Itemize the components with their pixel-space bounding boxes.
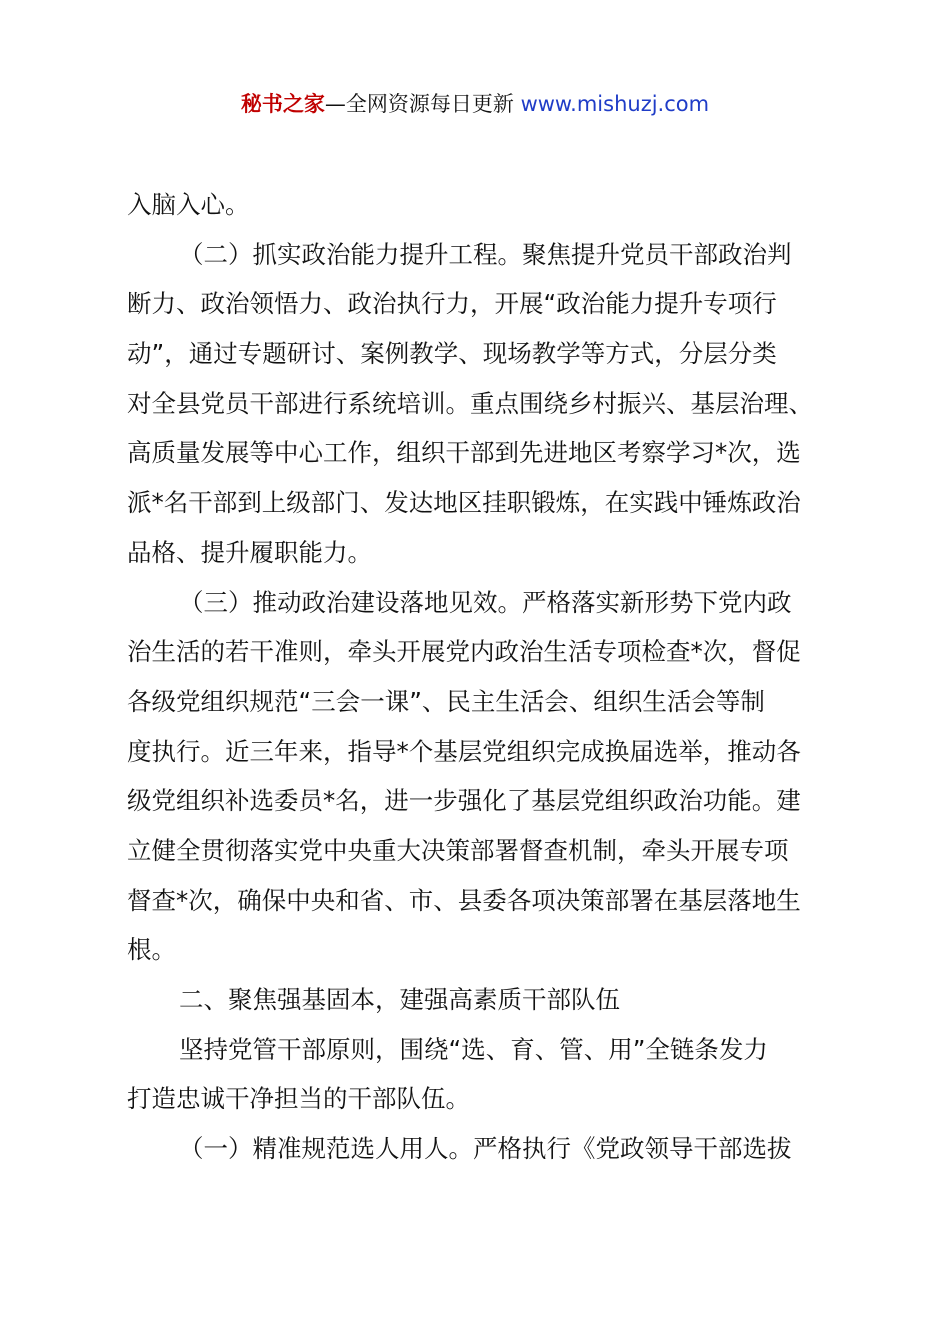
header-slogan: —全网资源每日更新 xyxy=(324,92,514,116)
text-line: 督查*次，确保中央和省、市、县委各项决策部署在基层落地生 xyxy=(127,885,801,915)
text-line: 高质量发展等中心工作，组织干部到先进地区考察学习*次，选 xyxy=(127,438,801,468)
text-line: 打造忠诚干净担当的干部队伍。 xyxy=(127,1084,470,1114)
text-line: 治生活的若干准则，牵头开展党内政治生活专项检查*次，督促 xyxy=(127,637,801,667)
text-line: 各级党组织规范“三会一课”、民主生活会、组织生活会等制 xyxy=(127,686,765,716)
site-header xyxy=(0,86,950,122)
text-line: 坚持党管干部原则，围绕“选、育、管、用”全链条发力 xyxy=(179,1034,768,1064)
text-line: （二）抓实政治能力提升工程。聚焦提升党员干部政治判 xyxy=(179,239,792,269)
document-body xyxy=(127,180,839,1174)
text-line: 度执行。近三年来，指导*个基层党组织完成换届选举，推动各 xyxy=(127,736,801,766)
text-line: （一）精准规范选人用人。严格执行《党政领导干部选拔 xyxy=(179,1134,792,1164)
text-line: 品格、提升履职能力。 xyxy=(127,537,372,567)
text-line: 派*名干部到上级部门、发达地区挂职锻炼，在实践中锤炼政治 xyxy=(127,488,801,518)
text-line: 级党组织补选委员*名，进一步强化了基层党组织政治功能。建 xyxy=(127,786,801,816)
text-line: 对全县党员干部进行系统培训。重点围绕乡村振兴、基层治理、 xyxy=(127,388,813,418)
text-line: 根。 xyxy=(127,935,176,965)
text-line: 动”，通过专题研讨、案例教学、现场教学等方式，分层分类 xyxy=(127,339,777,369)
section-heading: 二、聚焦强基固本，建强高素质干部队伍 xyxy=(179,985,620,1014)
brand-name: 秘书之家 xyxy=(240,92,325,116)
text-line: 入脑入心。 xyxy=(127,190,250,219)
site-url-link[interactable]: www.mishuzj.com xyxy=(520,92,710,116)
text-line: （三）推动政治建设落地见效。严格落实新形势下党内政 xyxy=(179,587,792,617)
text-line: 断力、政治领悟力、政治执行力，开展“政治能力提升专项行 xyxy=(127,289,777,319)
text-line: 立健全贯彻落实党中央重大决策部署督查机制，牵头开展专项 xyxy=(127,835,789,865)
